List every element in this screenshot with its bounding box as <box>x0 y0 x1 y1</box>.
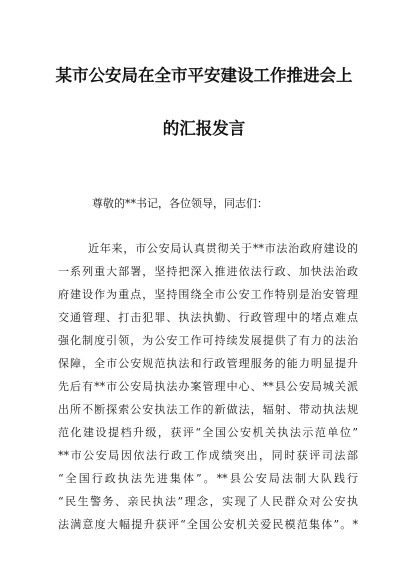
body-line: 法满意度大幅提升获评“全国公安机关爱民模范集体”。* <box>58 518 358 531</box>
document-title-line-1: 某市公安局在全市平安建设工作推进会上 <box>55 66 353 85</box>
body-line: 近年来，市公安局认真贯彻关于**市法治政府建设的 <box>88 242 358 255</box>
body-line: 范化建设提档升级，获评“全国公安机关执法示范单位” <box>58 426 358 439</box>
salutation: 尊敬的**书记，各位领导，同志们： <box>92 197 268 210</box>
body-line: 交通管理、打击犯罪、执法执勤、行政管理中的堵点难点 <box>58 311 358 324</box>
body-line: 一系列重大部署，坚持把深入推进依法行政、加快法治政 <box>58 265 358 278</box>
body-line: 府建设作为重点，坚持围绕全市公安工作特别是治安管理 <box>58 288 358 301</box>
body-line: “民生警务、亲民执法”理念，实现了人民群众对公安执 <box>58 495 358 508</box>
body-line: 强化制度引领，为公安工作可持续发展提供了有力的法治 <box>58 334 358 347</box>
document-title-line-2: 的汇报发言 <box>162 119 246 138</box>
body-line: 先后有**市公安局执法办案管理中心、**县公安局城关派 <box>58 380 358 393</box>
body-line: “全国行政执法先进集体”。**县公安局法制大队践行 <box>58 472 358 485</box>
body-line: 保障，全市公安规范执法和行政管理服务的能力明显提升 <box>58 357 358 370</box>
body-line: 出所不断探索公安执法工作的新做法，辐射、带动执法规 <box>58 403 358 416</box>
body-line: **市公安局因依法行政工作成绩突出，同时获评司法部 <box>58 449 358 462</box>
